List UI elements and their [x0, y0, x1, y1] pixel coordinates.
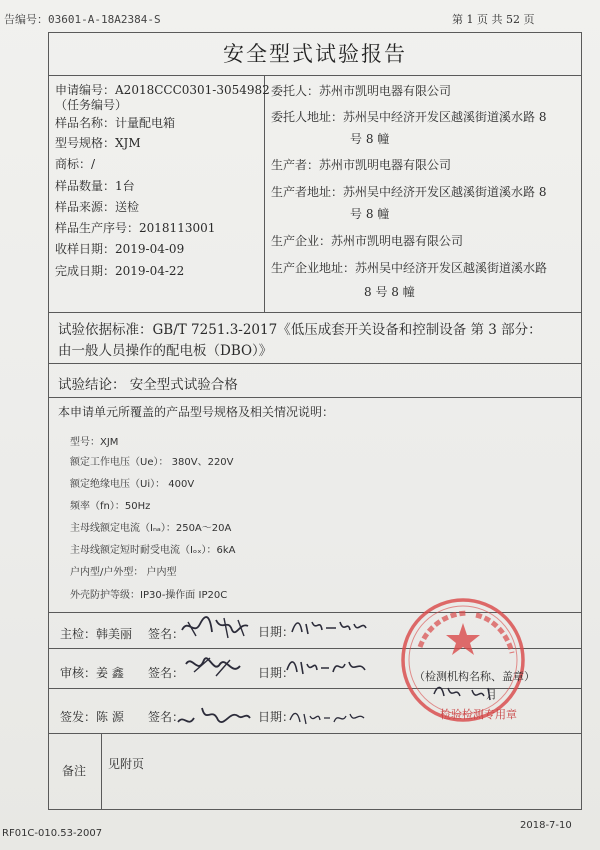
remarks-divider	[101, 733, 102, 810]
date-label: 日期：	[258, 666, 295, 680]
date-label: 日期：	[258, 625, 295, 639]
stamp-month-label: 月	[486, 688, 497, 701]
divider	[48, 75, 582, 76]
column-divider	[264, 75, 265, 312]
handwritten-date	[288, 704, 368, 728]
list-item: 型号：XJM	[70, 437, 119, 448]
completion-date: 完成日期：2019-04-22	[55, 264, 185, 278]
manufacturer-address: 生产者地址：苏州吴中经济开发区越溪街道溪水路 8	[271, 185, 547, 199]
list-item: 频率（fn）：50Hz	[70, 501, 151, 512]
divider	[48, 363, 582, 364]
main-test-label: 主检：韩美丽	[60, 627, 133, 641]
remarks-label: 备注	[62, 764, 87, 778]
sign-label: 签名：	[148, 710, 185, 724]
enterprise-address: 生产企业地址：苏州吴中经济开发区越溪街道溪水路	[271, 261, 548, 275]
review-label: 审核：姜 鑫	[60, 666, 124, 680]
sign-label: 签名：	[148, 666, 185, 680]
handwritten-signature	[174, 700, 254, 730]
page-info: 第 1 页 共 52 页	[452, 13, 535, 26]
scope-intro: 本申请单元所覆盖的产品型号规格及相关情况说明：	[58, 405, 335, 419]
handwritten-date	[285, 652, 375, 680]
list-item: 主母线额定短时耐受电流（Iₒₓ）：6kA	[70, 545, 236, 556]
application-number: 申请编号：A2018CCC0301-3054982	[55, 83, 270, 97]
sample-source: 样品来源：送检	[55, 200, 140, 214]
manufacturer-address-cont: 号 8 幢	[350, 207, 390, 221]
production-serial: 样品生产序号：2018113001	[55, 221, 216, 235]
stamp-caption: （检测机构名称、盖章）	[414, 670, 535, 683]
model-spec: 型号规格：XJM	[55, 136, 141, 150]
manufacturer: 生产者：苏州市凯明电器有限公司	[271, 158, 452, 172]
form-code: RF01C-010.53-2007	[2, 828, 103, 839]
client: 委托人：苏州市凯明电器有限公司	[271, 84, 452, 98]
divider	[48, 312, 582, 313]
list-item: 户内型/户外型： 户内型	[70, 567, 177, 578]
test-basis-line2: 由一般人员操作的配电板（DBO）》	[58, 343, 273, 359]
list-item: 额定绝缘电压（Ui）： 400V	[70, 479, 195, 490]
edition-date: 2018-7-10	[520, 820, 572, 831]
test-basis-line1: 试验依据标准：GB/T 7251.3-2017《低压成套开关设备和控制设备 第 3 部分：	[58, 322, 542, 338]
production-enterprise: 生产企业：苏州市凯明电器有限公司	[271, 234, 464, 248]
divider	[48, 733, 582, 734]
report-number: 告编号：03601-A-18A2384-S	[4, 13, 161, 26]
report-title: 安全型式试验报告	[223, 42, 407, 66]
list-item: 主母线额定电流（Iₙₐ）：250A～20A	[70, 523, 232, 534]
list-item: 外壳防护等级：IP30-操作面 IP20C	[70, 590, 228, 601]
list-item: 额定工作电压（Ue）： 380V、220V	[70, 457, 234, 468]
enterprise-address-cont: 8 号 8 幢	[364, 285, 415, 299]
date-label: 日期：	[258, 710, 295, 724]
stamp-seal-text: 检验检测专用章	[440, 708, 517, 721]
remarks-value: 见附页	[108, 757, 145, 771]
issue-label: 签发：陈 源	[60, 710, 124, 724]
sample-quantity: 样品数量：1台	[55, 179, 135, 193]
handwritten-signature	[180, 650, 250, 682]
test-conclusion: 试验结论： 安全型式试验合格	[58, 377, 238, 393]
handwritten-signature	[178, 612, 258, 642]
stamp-handwritten-date	[432, 680, 502, 704]
client-address-cont: 号 8 幢	[350, 132, 390, 146]
sample-name: 样品名称：计量配电箱	[55, 116, 176, 130]
divider	[48, 397, 582, 398]
sign-label: 签名：	[148, 627, 185, 641]
trademark: 商标：/	[55, 157, 96, 171]
handwritten-date	[290, 612, 370, 640]
client-address: 委托人地址：苏州吴中经济开发区越溪街道溪水路 8	[271, 110, 547, 124]
receipt-date: 收样日期：2019-04-09	[55, 242, 185, 256]
task-number-label: （任务编号）	[55, 98, 128, 112]
